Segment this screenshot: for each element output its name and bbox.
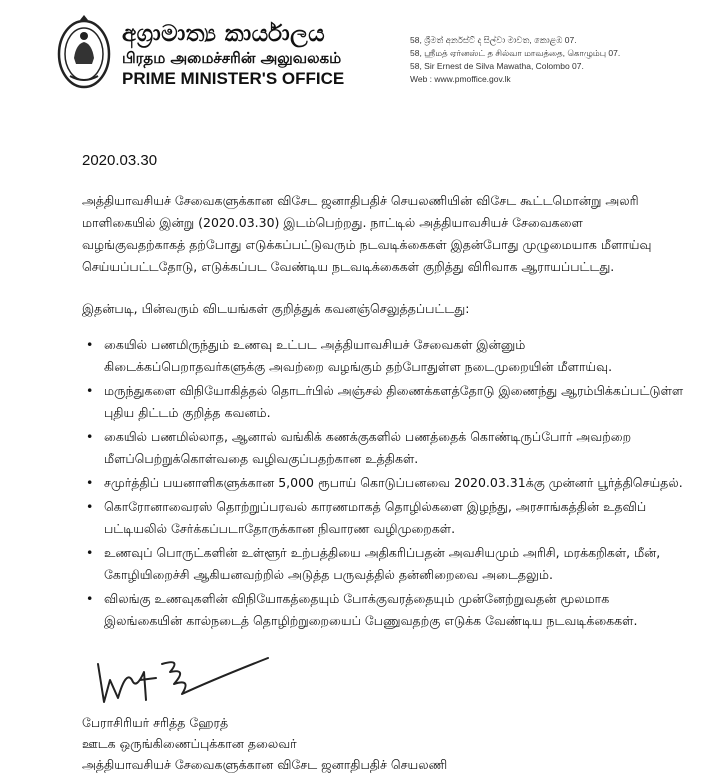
office-name-english: PRIME MINISTER'S OFFICE: [122, 69, 345, 88]
list-item: • மருந்துகளை விநியோகித்தல் தொடர்பில் அஞ்சல் திணைக்களத்தோடு இணைந்து ஆரம்பிக்கப்பட்டுள்ள புதிய திட்டம் குறித்த கவனம்.: [82, 380, 690, 424]
lead-in-paragraph: இதன்படி, பின்வரும் விடயங்கள் குறித்துக் கவனஞ்செலுத்தப்பட்டது:: [82, 301, 470, 316]
signatory-name: பேராசிரியர் சரித்த ஹேரத்: [82, 715, 229, 730]
list-item: • சமுர்த்திப் பயனாளிகளுக்கான 5,000 ரூபாய் கொடுப்பனவை 2020.03.31க்கு முன்னர் பூர்த்திசெய்தல்.: [82, 472, 690, 494]
address-line-tamil: 58, ஸ்ரீமத் ஏர்னஸ்ட் த சில்வா மாவத்தை, கொழும்பு 07.: [410, 48, 621, 58]
office-name-tamil: பிரதம அமைச்சரின் அலுவலகம்: [122, 49, 342, 67]
list-item: • விலங்கு உணவுகளின் விநியோகத்தையும் போக்குவரத்தையும் முன்னேற்றுவதன் மூலமாக இலங்கையின் கால்நடைத் தொழிற்றுறையைப் பேணுவதற்கு எடுக்க வேண்டிய நடவடிக்கைகள்.: [82, 588, 690, 632]
office-address: [410, 34, 620, 86]
address-line-sinhala: 58, ශ්‍රීමත් අර්නස්ට් ද සිල්වා මාවත, කොළඹ 07.: [410, 35, 577, 45]
list-item: • உணவுப் பொருட்களின் உள்ளூர் உற்பத்தியை அதிகரிப்பதன் அவசியமும் அரிசி, மரக்கறிகள், மீன், கோழியிறைச்சி ஆகியனவற்றில் அடுத்த பருவத்தில் தன்னிறைவை அடைதலும்.: [82, 542, 690, 586]
address-line-english: 58, Sir Ernest de Silva Mawatha, Colombo 07.: [410, 61, 584, 71]
signatory-role: ஊடக ஒருங்கிணைப்புக்கான தலைவர்: [82, 736, 297, 751]
intro-paragraph: அத்தியாவசியச் சேவைகளுக்கான விசேட ஜனாதிபதிச் செயலணியின் விசேட கூட்டமொன்று அலரி மாளிகையில் இன்று (2020.03.30) இடம்பெற்றது. நாட்டில் அத்தியாவசியச் சேவைகளை வழங்குவதற்காகத் தற்போது எடுக்கப்பட்டுவரும் நடவடிக்கைகள் இதன்போது முழுமையாக மீளாய்வு செய்யப்பட்டதோடு, எடுக்கப்பட வேண்டிய நடவடிக்கைகள் குறித்து விரிவாக ஆராயப்பட்டது.: [82, 193, 652, 274]
national-emblem-icon: [56, 14, 112, 92]
office-name-sinhala: අග්‍රාමාත්‍ය කාර්යාලය: [122, 20, 326, 47]
list-item: • கொரோனாவைரஸ் தொற்றுப்பரவல் காரணமாகத் தொழில்களை இழந்து, அரசாங்கத்தின் உதவிப் பட்டியலில் சேர்க்கப்படாதோருக்கான நிவாரண வழிமுறைகள்.: [82, 496, 690, 540]
signatory-organization: அத்தியாவசியச் சேவைகளுக்கான விசேட ஜனாதிபதிச் செயலணி: [82, 757, 448, 772]
letterhead: [0, 0, 726, 100]
address-web: Web : www.pmoffice.gov.lk: [410, 74, 511, 84]
letter-date: 2020.03.30: [82, 152, 158, 169]
signature-block: [82, 712, 447, 775]
action-items-list: [82, 334, 690, 634]
list-item: • கையில் பணமிருந்தும் உணவு உட்பட அத்தியாவசியச் சேவைகள் இன்னும் கிடைக்கப்பெறாதவர்களுக்கு அவற்றை வழங்கும் தற்போதுள்ள நடைமுறையின் மீளாய்வு.: [82, 334, 690, 378]
handwritten-signature: [92, 650, 272, 712]
list-item: • கையில் பணமில்லாத, ஆனால் வங்கிக் கணக்குகளில் பணத்தைக் கொண்டிருப்போர் அவற்றை மீளப்பெற்றுக்கொள்வதை வழிவகுப்பதற்கான உத்திகள்.: [82, 426, 690, 470]
